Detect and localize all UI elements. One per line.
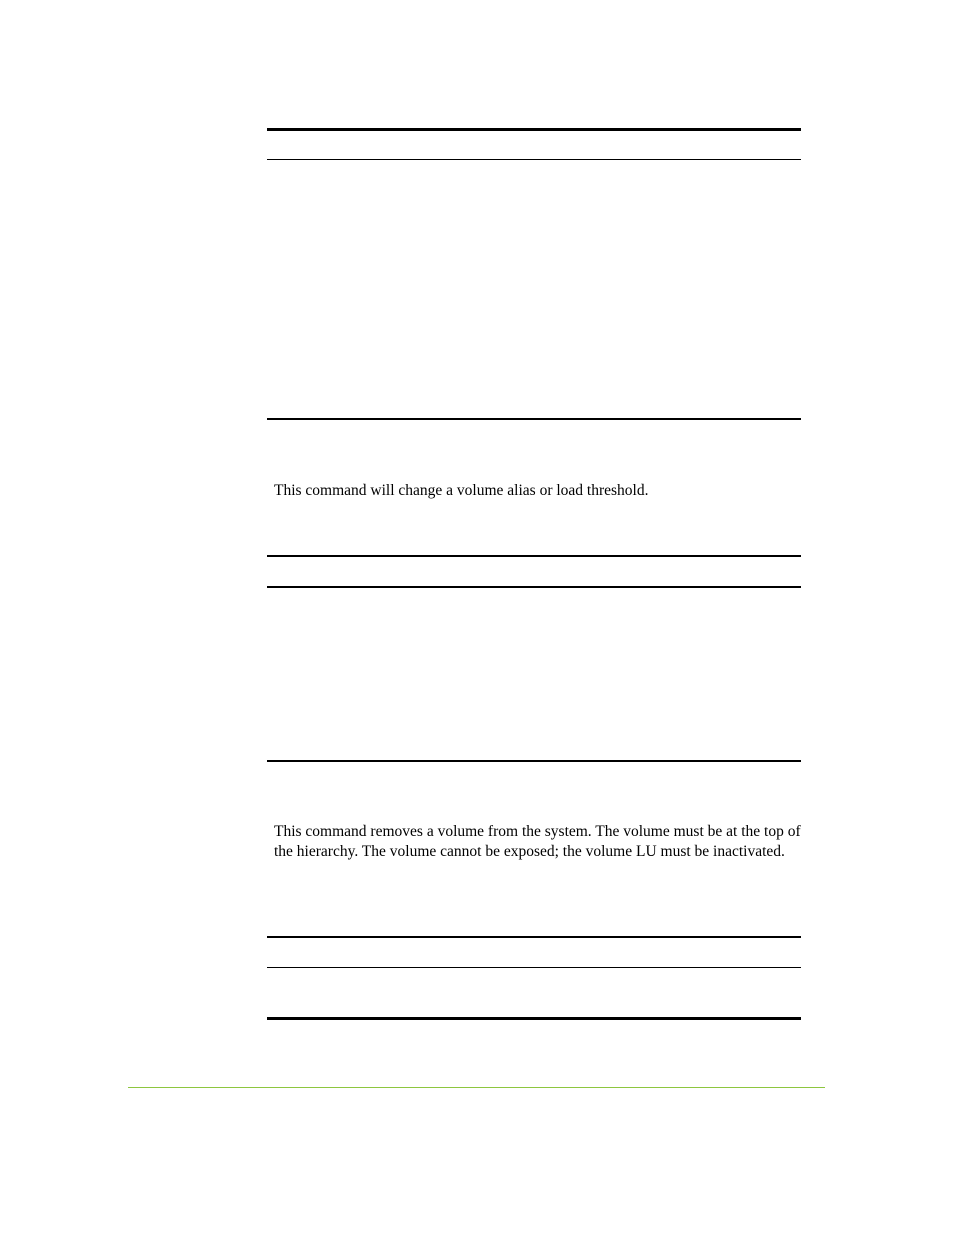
table-bottom-rule [267,418,801,420]
table-header-rule [267,967,801,968]
table-top-rule [267,128,801,131]
table-bottom-rule [267,760,801,762]
table-bottom-rule [267,1017,801,1020]
table-header-rule [267,159,801,160]
footer-divider [128,1087,825,1088]
section-description: This command will change a volume alias or load threshold. [274,482,649,499]
table-top-rule [267,555,801,557]
table-top-rule [267,936,801,938]
section-description: This command removes a volume from the system. The volume must be at the top of the hierarchy. The volume cannot be exposed; the volume LU must be inactivated. [274,823,801,860]
table-header-rule [267,586,801,588]
